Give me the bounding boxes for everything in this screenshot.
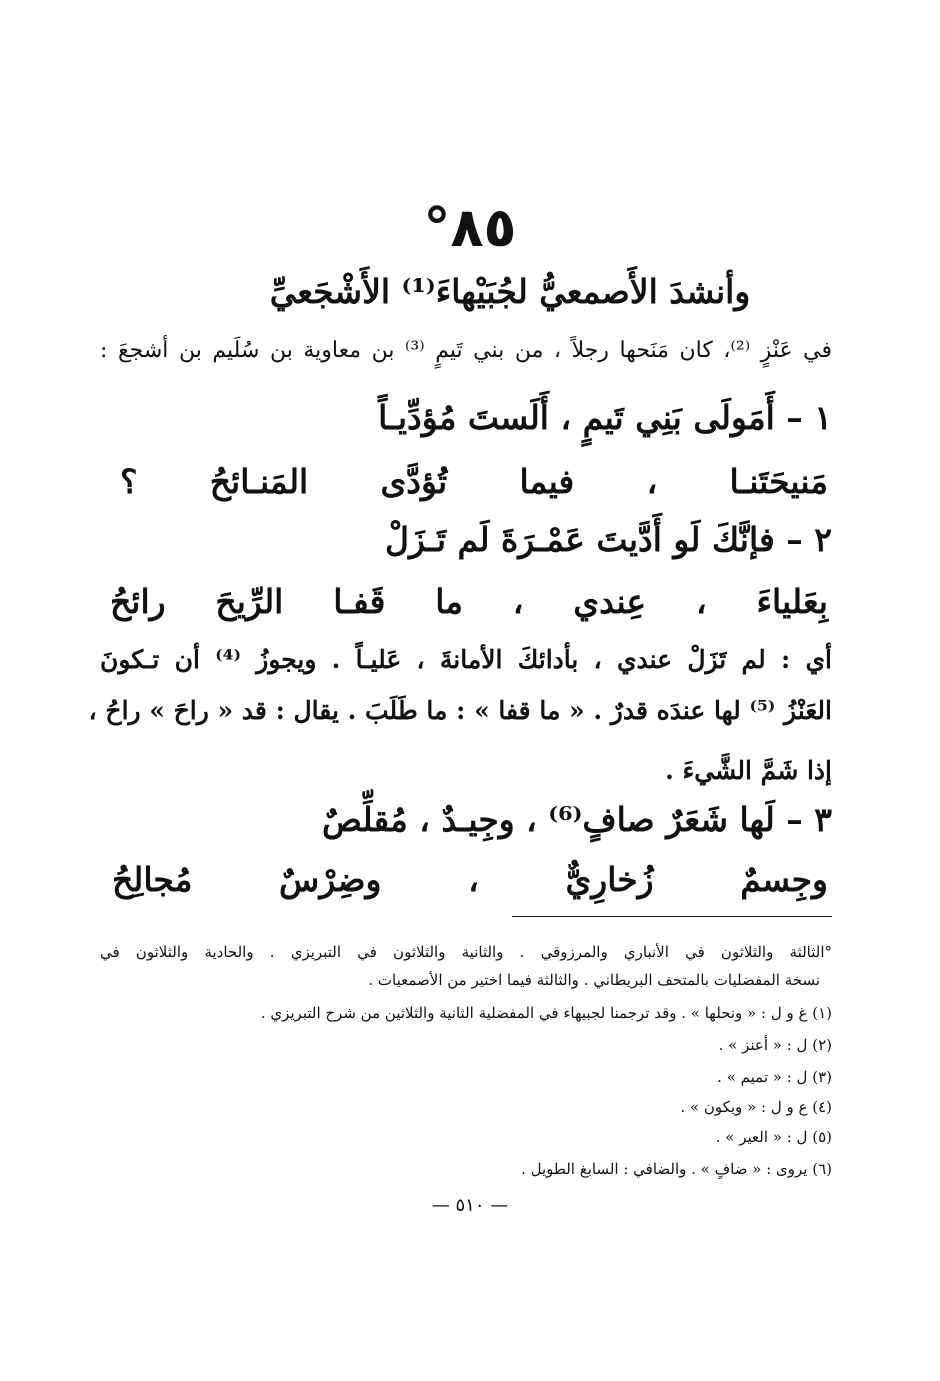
footnote-6: (٦) يروى : « ضافٍ » . والضافي : السابغ الطويل . <box>521 1160 832 1178</box>
footnote-4: (٤) ع و ل : « ويكون » . <box>680 1098 832 1116</box>
footnote-5: (٥) ل : « العير » . <box>715 1128 832 1146</box>
poem-heading: وأنشدَ الأَصمعيُّ لجُبَيْهاءَ⁽¹⁾ الأَشْجَعيِّ <box>269 272 751 311</box>
gloss-line: أي : لم تَزَلْ عندي ، بأدائكَ الأمانةَ ، عَليـاً . ويجوزُ ⁽⁴⁾ أن تـكونَ <box>100 645 832 674</box>
footnote-preamble: °الثالثة والثلاثون في الأنباري والمرزوقي . والثانية والثلاثون في التبريزي . والحادية والثلاثون في <box>100 943 832 961</box>
footnote-2: (٢) ل : « أعنز » . <box>718 1036 832 1054</box>
verse-1-first-hemistich: ١ – أَمَولَى بَنِي تَيمٍ ، أَلَستَ مُؤدِّيـاً <box>378 398 832 437</box>
footnote-preamble: نسخة المفضليات بالمتحف البريطاني . والثالثة فيما اختير من الأصمعيات . <box>368 971 820 989</box>
page-number: — ٥١٠ — <box>431 1195 509 1216</box>
verse-3-first-hemistich: ٣ – لَها شَعَرٌ صافٍ⁽⁶⁾ ، وجِيـدٌ ، مُقلِّصٌ <box>322 800 832 839</box>
verse-2-second-hemistich: بِعَلياءَ ، عِندي ، ما قَفـا الرِّيحَ رائحُ <box>110 582 828 621</box>
gloss-line: العَنْزُ ⁽⁵⁾ لها عندَه قدرٌ . « ما قفا » : ما طَلَبَ . يقال : قد « راحَ » راحُ ، <box>88 696 832 725</box>
verse-2-first-hemistich: ٢ – فإنَّكَ لَو أَدَّيتَ عَمْـرَةَ لَم تَـزَلْ <box>384 520 832 559</box>
poem-number: ٨٥° <box>423 196 517 259</box>
poem-intro: في عَنْزٍ ⁽²⁾، كان مَنَحها رجلاً ، من بني تَيمٍ ⁽³⁾ بن معاوية بن سُلَيم بن أشجعَ : <box>100 338 832 363</box>
footnote-1: (١) غ و ل : « ونحلها » . وقد ترجمنا لجبيهاء في المفضلية الثانية والثلاثين من شرح التبريزي . <box>260 1004 832 1022</box>
gloss-line: إذا شَمَّ الشَّيءَ . <box>665 756 832 785</box>
verse-1-second-hemistich: مَنيحَتَنـا ، فيما تُؤدَّى المَنـائحُ ؟ <box>120 462 828 501</box>
footnote-3: (٣) ل : « تميم » . <box>717 1068 832 1086</box>
verse-3-second-hemistich: وجِسمٌ زُخارِيٌّ ، وضِرْسٌ مُجالِحُ <box>112 860 828 899</box>
footnote-divider <box>512 916 832 917</box>
